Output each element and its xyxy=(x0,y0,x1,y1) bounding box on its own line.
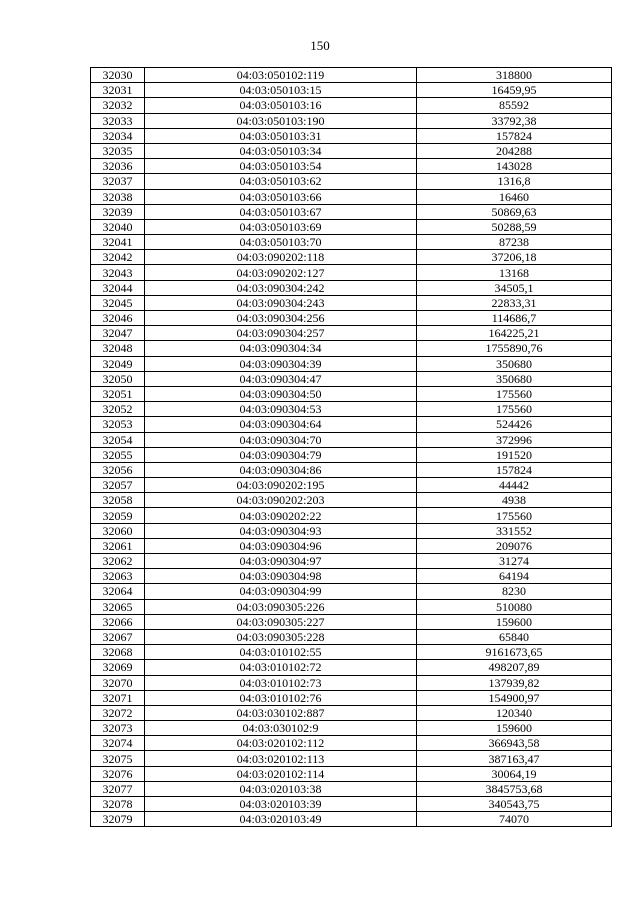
cadastral-number-cell: 04:03:090304:256 xyxy=(145,311,417,326)
value-cell: 44442 xyxy=(417,478,612,493)
cadastral-number-cell: 04:03:050103:69 xyxy=(145,219,417,234)
value-cell: 510080 xyxy=(417,599,612,614)
cadastral-number-cell: 04:03:050103:34 xyxy=(145,143,417,158)
value-cell: 8230 xyxy=(417,584,612,599)
table-row xyxy=(91,599,612,614)
row-number-cell: 32032 xyxy=(91,98,145,113)
cadastral-number-cell: 04:03:090202:127 xyxy=(145,265,417,280)
row-number-cell: 32050 xyxy=(91,371,145,386)
value-cell: 22833,31 xyxy=(417,295,612,310)
row-number-cell: 32073 xyxy=(91,721,145,736)
table-row xyxy=(91,432,612,447)
cadastral-number-cell: 04:03:010102:73 xyxy=(145,675,417,690)
cadastral-number-cell: 04:03:050103:62 xyxy=(145,174,417,189)
row-number-cell: 32056 xyxy=(91,462,145,477)
row-number-cell: 32038 xyxy=(91,189,145,204)
cadastral-number-cell: 04:03:090304:64 xyxy=(145,417,417,432)
table-row xyxy=(91,538,612,553)
row-number-cell: 32051 xyxy=(91,386,145,401)
row-number-cell: 32066 xyxy=(91,614,145,629)
table-row xyxy=(91,189,612,204)
row-number-cell: 32041 xyxy=(91,235,145,250)
cadastral-number-cell: 04:03:090304:98 xyxy=(145,569,417,584)
value-cell: 387163,47 xyxy=(417,751,612,766)
row-number-cell: 32045 xyxy=(91,295,145,310)
row-number-cell: 32060 xyxy=(91,523,145,538)
table-row xyxy=(91,417,612,432)
table-row xyxy=(91,781,612,796)
page-number: 150 xyxy=(310,38,330,53)
value-cell: 331552 xyxy=(417,523,612,538)
cadastral-number-cell: 04:03:090304:79 xyxy=(145,447,417,462)
row-number-cell: 32063 xyxy=(91,569,145,584)
table-row xyxy=(91,554,612,569)
row-number-cell: 32061 xyxy=(91,538,145,553)
value-cell: 50288,59 xyxy=(417,219,612,234)
cadastral-number-cell: 04:03:090304:47 xyxy=(145,371,417,386)
table-row xyxy=(91,128,612,143)
row-number-cell: 32049 xyxy=(91,356,145,371)
table-row xyxy=(91,159,612,174)
cadastral-number-cell: 04:03:090304:96 xyxy=(145,538,417,553)
row-number-cell: 32053 xyxy=(91,417,145,432)
value-cell: 13168 xyxy=(417,265,612,280)
cadastral-number-cell: 04:03:050103:31 xyxy=(145,128,417,143)
row-number-cell: 32077 xyxy=(91,781,145,796)
cadastral-number-cell: 04:03:020103:38 xyxy=(145,781,417,796)
row-number-cell: 32078 xyxy=(91,797,145,812)
cadastral-number-cell: 04:03:090304:53 xyxy=(145,402,417,417)
row-number-cell: 32047 xyxy=(91,326,145,341)
value-cell: 498207,89 xyxy=(417,660,612,675)
row-number-cell: 32065 xyxy=(91,599,145,614)
row-number-cell: 32074 xyxy=(91,736,145,751)
value-cell: 65840 xyxy=(417,629,612,644)
table-row xyxy=(91,98,612,113)
row-number-cell: 32048 xyxy=(91,341,145,356)
row-number-cell: 32033 xyxy=(91,113,145,128)
table-row xyxy=(91,235,612,250)
table-row xyxy=(91,68,612,83)
table-row xyxy=(91,736,612,751)
cadastral-number-cell: 04:03:050103:54 xyxy=(145,159,417,174)
cadastral-number-cell: 04:03:020102:112 xyxy=(145,736,417,751)
value-cell: 33792,38 xyxy=(417,113,612,128)
value-cell: 16459,95 xyxy=(417,83,612,98)
row-number-cell: 32054 xyxy=(91,432,145,447)
table-row xyxy=(91,326,612,341)
row-number-cell: 32046 xyxy=(91,311,145,326)
row-number-cell: 32067 xyxy=(91,629,145,644)
table-body xyxy=(91,68,612,827)
cadastral-number-cell: 04:03:010102:76 xyxy=(145,690,417,705)
table-row xyxy=(91,493,612,508)
table-row xyxy=(91,751,612,766)
cadastral-number-cell: 04:03:050103:66 xyxy=(145,189,417,204)
table-row xyxy=(91,83,612,98)
value-cell: 191520 xyxy=(417,447,612,462)
cadastral-number-cell: 04:03:090202:22 xyxy=(145,508,417,523)
table-row xyxy=(91,280,612,295)
cadastral-number-cell: 04:03:090304:242 xyxy=(145,280,417,295)
cadastral-number-cell: 04:03:090304:86 xyxy=(145,462,417,477)
value-cell: 318800 xyxy=(417,68,612,83)
value-cell: 154900,97 xyxy=(417,690,612,705)
cadastral-number-cell: 04:03:090304:39 xyxy=(145,356,417,371)
row-number-cell: 32034 xyxy=(91,128,145,143)
cadastral-number-cell: 04:03:050103:70 xyxy=(145,235,417,250)
cadastral-number-cell: 04:03:020102:114 xyxy=(145,766,417,781)
table-row xyxy=(91,523,612,538)
value-cell: 9161673,65 xyxy=(417,645,612,660)
table-row xyxy=(91,584,612,599)
value-cell: 164225,21 xyxy=(417,326,612,341)
value-cell: 159600 xyxy=(417,721,612,736)
row-number-cell: 32070 xyxy=(91,675,145,690)
table-row xyxy=(91,766,612,781)
cadastral-number-cell: 04:03:090202:203 xyxy=(145,493,417,508)
cadastral-number-cell: 04:03:010102:72 xyxy=(145,660,417,675)
value-cell: 31274 xyxy=(417,554,612,569)
value-cell: 3845753,68 xyxy=(417,781,612,796)
cadastral-number-cell: 04:03:020103:49 xyxy=(145,812,417,827)
table-row xyxy=(91,250,612,265)
table-row xyxy=(91,371,612,386)
table-row xyxy=(91,508,612,523)
table-row xyxy=(91,143,612,158)
cadastral-number-cell: 04:03:050103:67 xyxy=(145,204,417,219)
table-row xyxy=(91,629,612,644)
row-number-cell: 32036 xyxy=(91,159,145,174)
row-number-cell: 32076 xyxy=(91,766,145,781)
value-cell: 175560 xyxy=(417,508,612,523)
row-number-cell: 32040 xyxy=(91,219,145,234)
table-row xyxy=(91,447,612,462)
value-cell: 175560 xyxy=(417,386,612,401)
table-row xyxy=(91,614,612,629)
row-number-cell: 32043 xyxy=(91,265,145,280)
table-row xyxy=(91,690,612,705)
cadastral-number-cell: 04:03:090202:118 xyxy=(145,250,417,265)
value-cell: 87238 xyxy=(417,235,612,250)
value-cell: 30064,19 xyxy=(417,766,612,781)
cadastral-number-cell: 04:03:090304:50 xyxy=(145,386,417,401)
value-cell: 366943,58 xyxy=(417,736,612,751)
row-number-cell: 32058 xyxy=(91,493,145,508)
table-row xyxy=(91,295,612,310)
value-cell: 143028 xyxy=(417,159,612,174)
value-cell: 175560 xyxy=(417,402,612,417)
table-row xyxy=(91,812,612,827)
cadastral-value-table xyxy=(90,67,612,827)
value-cell: 74070 xyxy=(417,812,612,827)
row-number-cell: 32039 xyxy=(91,204,145,219)
table-row xyxy=(91,797,612,812)
value-cell: 1755890,76 xyxy=(417,341,612,356)
cadastral-number-cell: 04:03:030102:9 xyxy=(145,721,417,736)
cadastral-number-cell: 04:03:090202:195 xyxy=(145,478,417,493)
value-cell: 157824 xyxy=(417,462,612,477)
row-number-cell: 32042 xyxy=(91,250,145,265)
value-cell: 50869,63 xyxy=(417,204,612,219)
row-number-cell: 32031 xyxy=(91,83,145,98)
table-row xyxy=(91,174,612,189)
row-number-cell: 32057 xyxy=(91,478,145,493)
table-row xyxy=(91,675,612,690)
value-cell: 37206,18 xyxy=(417,250,612,265)
table-row xyxy=(91,113,612,128)
table-row xyxy=(91,204,612,219)
cadastral-number-cell: 04:03:090304:243 xyxy=(145,295,417,310)
row-number-cell: 32037 xyxy=(91,174,145,189)
table-row xyxy=(91,265,612,280)
table-row xyxy=(91,311,612,326)
value-cell: 34505,1 xyxy=(417,280,612,295)
table-row xyxy=(91,462,612,477)
table-row xyxy=(91,705,612,720)
cadastral-number-cell: 04:03:090304:93 xyxy=(145,523,417,538)
row-number-cell: 32064 xyxy=(91,584,145,599)
table-row xyxy=(91,645,612,660)
value-cell: 157824 xyxy=(417,128,612,143)
value-cell: 120340 xyxy=(417,705,612,720)
value-cell: 350680 xyxy=(417,371,612,386)
row-number-cell: 32079 xyxy=(91,812,145,827)
cadastral-number-cell: 04:03:010102:55 xyxy=(145,645,417,660)
value-cell: 4938 xyxy=(417,493,612,508)
row-number-cell: 32044 xyxy=(91,280,145,295)
value-cell: 524426 xyxy=(417,417,612,432)
table-row xyxy=(91,341,612,356)
row-number-cell: 32069 xyxy=(91,660,145,675)
value-cell: 137939,82 xyxy=(417,675,612,690)
value-cell: 204288 xyxy=(417,143,612,158)
cadastral-number-cell: 04:03:050103:16 xyxy=(145,98,417,113)
row-number-cell: 32075 xyxy=(91,751,145,766)
value-cell: 209076 xyxy=(417,538,612,553)
value-cell: 340543,75 xyxy=(417,797,612,812)
row-number-cell: 32052 xyxy=(91,402,145,417)
cadastral-number-cell: 04:03:020103:39 xyxy=(145,797,417,812)
cadastral-number-cell: 04:03:020102:113 xyxy=(145,751,417,766)
table-row xyxy=(91,569,612,584)
value-cell: 85592 xyxy=(417,98,612,113)
cadastral-number-cell: 04:03:090305:228 xyxy=(145,629,417,644)
cadastral-number-cell: 04:03:090304:97 xyxy=(145,554,417,569)
row-number-cell: 32059 xyxy=(91,508,145,523)
table-row xyxy=(91,660,612,675)
value-cell: 16460 xyxy=(417,189,612,204)
table-row xyxy=(91,478,612,493)
row-number-cell: 32030 xyxy=(91,68,145,83)
value-cell: 159600 xyxy=(417,614,612,629)
row-number-cell: 32055 xyxy=(91,447,145,462)
table-row xyxy=(91,356,612,371)
row-number-cell: 32072 xyxy=(91,705,145,720)
value-cell: 1316,8 xyxy=(417,174,612,189)
table-row xyxy=(91,386,612,401)
table-row xyxy=(91,219,612,234)
row-number-cell: 32071 xyxy=(91,690,145,705)
value-cell: 372996 xyxy=(417,432,612,447)
value-cell: 114686,7 xyxy=(417,311,612,326)
cadastral-number-cell: 04:03:050103:15 xyxy=(145,83,417,98)
cadastral-number-cell: 04:03:090304:70 xyxy=(145,432,417,447)
table-row xyxy=(91,721,612,736)
row-number-cell: 32068 xyxy=(91,645,145,660)
value-cell: 350680 xyxy=(417,356,612,371)
table-row xyxy=(91,402,612,417)
cadastral-number-cell: 04:03:090305:227 xyxy=(145,614,417,629)
cadastral-number-cell: 04:03:030102:887 xyxy=(145,705,417,720)
cadastral-number-cell: 04:03:090304:99 xyxy=(145,584,417,599)
cadastral-number-cell: 04:03:050103:190 xyxy=(145,113,417,128)
cadastral-number-cell: 04:03:090304:257 xyxy=(145,326,417,341)
value-cell: 64194 xyxy=(417,569,612,584)
row-number-cell: 32035 xyxy=(91,143,145,158)
row-number-cell: 32062 xyxy=(91,554,145,569)
cadastral-number-cell: 04:03:050102:119 xyxy=(145,68,417,83)
cadastral-number-cell: 04:03:090304:34 xyxy=(145,341,417,356)
cadastral-number-cell: 04:03:090305:226 xyxy=(145,599,417,614)
